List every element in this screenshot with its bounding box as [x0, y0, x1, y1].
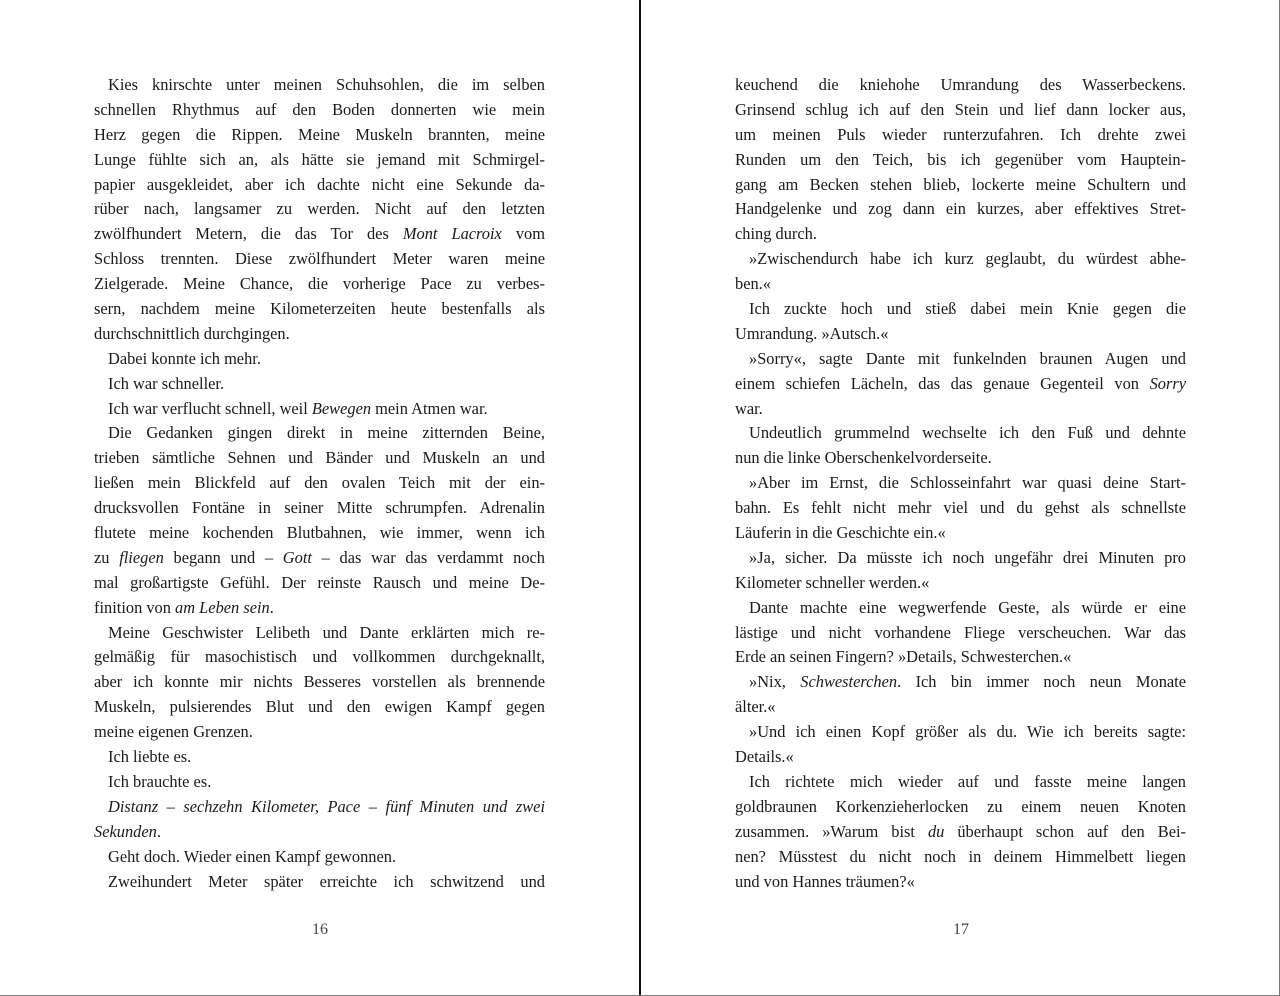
text-line	[94, 397, 545, 422]
left-page-text	[94, 73, 545, 894]
text-line	[94, 845, 545, 870]
text-line	[735, 247, 1186, 272]
text-run: Lunge fühlte sich an, als hätte sie jemand mit Schmirgel-	[94, 149, 545, 169]
text-line	[735, 546, 1186, 571]
text-line	[735, 645, 1186, 670]
text-run: um meinen Puls wieder runterzufahren. Ich drehte zwei	[735, 124, 1186, 144]
text-run: .	[269, 597, 274, 617]
text-line	[94, 870, 545, 895]
text-line	[94, 222, 545, 247]
text-run: Ich war schneller.	[108, 373, 225, 393]
right-page	[641, 0, 1280, 996]
text-run: zwölfhundert Metern, die das Tor des	[94, 224, 403, 244]
text-run: Kies knirschte unter meinen Schuhsohlen, die im selben	[108, 75, 545, 94]
italic-text: Sorry	[1149, 373, 1186, 393]
text-line	[735, 795, 1186, 820]
text-line	[94, 197, 545, 222]
left-page-number: 16	[312, 921, 328, 938]
text-run: war.	[735, 398, 763, 418]
text-line	[735, 571, 1186, 596]
text-line	[94, 546, 545, 571]
text-run: meine eigenen Grenzen.	[94, 722, 253, 742]
right-page-number: 17	[953, 921, 969, 938]
text-run: Zweihundert Meter später erreichte ich schwitzend und	[108, 871, 545, 891]
text-run: Ich war verflucht schnell, weil	[108, 398, 312, 418]
text-run: aber ich konnte mir nichts Besseres vorstellen als brennende	[94, 672, 545, 692]
text-line	[735, 272, 1186, 297]
text-run: mein Atmen war.	[371, 398, 488, 418]
text-line	[735, 670, 1186, 695]
italic-text: Schwesterchen	[800, 672, 898, 692]
text-line	[735, 471, 1186, 496]
text-line	[735, 521, 1186, 546]
text-line	[94, 123, 545, 148]
text-run: goldbraunen Korkenzieherlocken zu einem neuen Knoten	[735, 796, 1186, 816]
text-line	[735, 770, 1186, 795]
text-line	[735, 845, 1186, 870]
text-run: Grinsend schlug ich auf den Stein und lief dann locker aus,	[735, 99, 1186, 119]
text-run: flutete meine kochenden Blutbahnen, wie immer, wenn ich	[94, 523, 545, 543]
text-run: gang am Becken stehen blieb, lockerte meine Schultern und	[735, 174, 1186, 194]
text-run: .	[156, 821, 161, 841]
text-run: Ich richtete mich wieder auf und fasste meine langen	[749, 771, 1186, 791]
text-run: Dante machte eine wegwerfende Geste, als würde er eine	[749, 597, 1186, 617]
right-page-text	[735, 73, 1186, 894]
text-line	[94, 596, 545, 621]
text-line	[735, 297, 1186, 322]
italic-text: am Leben sein	[175, 597, 270, 617]
text-line	[94, 322, 545, 347]
text-line	[735, 596, 1186, 621]
text-line	[735, 446, 1186, 471]
text-run: lästige und nicht vorhandene Fliege verscheuchen. War das	[735, 622, 1186, 642]
italic-text: Sekunden	[94, 821, 157, 841]
text-run: einem schiefen Lächeln, das das genaue Gegenteil von	[735, 373, 1150, 393]
text-run: Handgelenke und zog dann ein kurzes, aber effektives Stret-	[735, 199, 1186, 219]
text-run: Ich brauchte es.	[108, 771, 212, 791]
text-line	[735, 695, 1186, 720]
text-run: Zielgerade. Meine Chance, die vorherige Pace zu verbes-	[94, 274, 545, 294]
text-run: Läuferin in die Geschichte ein.«	[735, 523, 946, 543]
text-run: nen? Müsstest du nicht noch in deinem Himmelbett liegen	[735, 846, 1186, 866]
text-run: Erde an seinen Fingern? »Details, Schwesterchen.«	[735, 647, 1072, 667]
text-run: – das war das verdammt noch	[311, 547, 545, 567]
text-run: nun die linke Oberschenkelvorderseite.	[735, 448, 992, 468]
text-run: »Ja, sicher. Da müsste ich noch ungefähr drei Minuten pro	[749, 547, 1186, 567]
text-run: bahn. Es fehlt nicht mehr viel und du gehst als schnellste	[735, 498, 1186, 518]
text-run: ben.«	[735, 274, 771, 294]
text-run: Meine Geschwister Lelibeth und Dante erklärten mich re-	[108, 622, 545, 642]
text-line	[94, 571, 545, 596]
italic-text: Gott	[282, 547, 312, 567]
text-line	[735, 745, 1186, 770]
text-run: mal großartigste Gefühl. Der reinste Rausch und meine De-	[94, 572, 545, 592]
text-run: zusammen. »Warum bist	[735, 821, 928, 841]
text-run: »Sorry«, sagte Dante mit funkelnden braunen Augen und	[749, 348, 1186, 368]
text-line	[735, 322, 1186, 347]
text-line	[94, 695, 545, 720]
text-line	[735, 123, 1186, 148]
text-run: Umrandung. »Autsch.«	[735, 323, 889, 343]
text-run: ching durch.	[735, 224, 817, 244]
text-run: rüber nach, langsamer zu werden. Nicht auf den letzten	[94, 199, 545, 219]
text-run: papier ausgekleidet, aber ich dachte nicht eine Sekunde da-	[94, 174, 545, 194]
text-run: keuchend die kniehohe Umrandung des Wasserbeckens.	[735, 75, 1186, 94]
text-line	[735, 222, 1186, 247]
text-line	[735, 73, 1186, 98]
italic-text: Mont Lacroix	[402, 224, 502, 244]
text-line	[94, 73, 545, 98]
text-run: zu	[94, 547, 120, 567]
text-run: Runden um den Teich, bis ich gegenüber vom Hauptein-	[735, 149, 1186, 169]
text-run: Geht doch. Wieder einen Kampf gewonnen.	[108, 846, 397, 866]
text-run: und von Hannes träumen?«	[735, 871, 915, 891]
text-line	[94, 820, 545, 845]
text-line	[94, 720, 545, 745]
text-line	[735, 621, 1186, 646]
text-line	[735, 496, 1186, 521]
text-line	[735, 347, 1186, 372]
text-line	[735, 372, 1186, 397]
text-line	[94, 148, 545, 173]
text-run: älter.«	[735, 697, 776, 717]
text-line	[94, 421, 545, 446]
text-run: Details.«	[735, 747, 794, 767]
text-line	[735, 173, 1186, 198]
text-line	[94, 496, 545, 521]
text-run: finition von	[94, 597, 176, 617]
text-run: »Nix,	[749, 672, 801, 692]
text-run: Schloss trennten. Diese zwölfhundert Meter waren meine	[94, 249, 545, 269]
italic-text: Distanz – sechzehn Kilometer, Pace – fünf Minuten und zwei	[108, 796, 545, 816]
text-run: »Und ich einen Kopf größer als du. Wie ich bereits sagte:	[749, 722, 1186, 742]
left-page	[0, 0, 639, 996]
text-line	[735, 197, 1186, 222]
text-run: »Zwischendurch habe ich kurz geglaubt, du würdest abhe-	[749, 249, 1186, 269]
text-line	[94, 645, 545, 670]
text-line	[94, 670, 545, 695]
text-line	[735, 148, 1186, 173]
text-run: Die Gedanken gingen direkt in meine zitternden Beine,	[108, 423, 545, 443]
italic-text: fliegen	[119, 547, 164, 567]
italic-text: Bewegen	[311, 398, 372, 418]
text-line	[735, 421, 1186, 446]
text-line	[94, 173, 545, 198]
text-run: durchschnittlich durchgingen.	[94, 323, 290, 343]
text-run: Herz gegen die Rippen. Meine Muskeln brannten, meine	[94, 124, 545, 144]
text-run: gelmäßig für masochistisch und vollkommen durchgeknallt,	[94, 647, 545, 667]
italic-text: du	[927, 821, 945, 841]
text-run: vom	[501, 224, 545, 244]
text-line	[735, 820, 1186, 845]
text-run: trieben sämtliche Sehnen und Bänder und Muskeln an und	[94, 448, 545, 468]
text-run: überhaupt schon auf den Bei-	[944, 821, 1186, 841]
text-run: Dabei konnte ich mehr.	[108, 348, 261, 368]
text-line	[94, 621, 545, 646]
text-line	[735, 98, 1186, 123]
text-line	[94, 372, 545, 397]
text-run: drucksvollen Fontäne in seiner Mitte schrumpfen. Adrenalin	[94, 498, 545, 518]
text-line	[94, 98, 545, 123]
text-run: . Ich bin immer noch neun Monate	[897, 672, 1186, 692]
text-run: schnellen Rhythmus auf den Boden donnerten wie mein	[94, 99, 545, 119]
text-line	[94, 745, 545, 770]
text-line	[735, 397, 1186, 422]
text-line	[94, 521, 545, 546]
text-run: Kilometer schneller werden.«	[735, 572, 930, 592]
text-line	[94, 272, 545, 297]
text-run: begann und –	[163, 547, 283, 567]
text-run: Muskeln, pulsierendes Blut und den ewigen Kampf gegen	[94, 697, 545, 717]
text-line	[94, 247, 545, 272]
text-line	[735, 720, 1186, 745]
text-run: sern, nachdem meine Kilometerzeiten heute bestenfalls als	[94, 299, 545, 319]
text-run: Undeutlich grummelnd wechselte ich den Fuß und dehnte	[749, 423, 1186, 443]
text-line	[94, 297, 545, 322]
text-run: ließen mein Blickfeld auf den ovalen Teich mit der ein-	[94, 473, 545, 493]
text-line	[94, 795, 545, 820]
text-run: Ich liebte es.	[108, 747, 192, 767]
text-line	[735, 870, 1186, 895]
text-line	[94, 471, 545, 496]
text-run: Ich zuckte hoch und stieß dabei mein Knie gegen die	[749, 299, 1186, 319]
text-line	[94, 770, 545, 795]
text-line	[94, 347, 545, 372]
text-run: »Aber im Ernst, die Schlosseinfahrt war quasi deine Start-	[749, 473, 1186, 493]
text-line	[94, 446, 545, 471]
